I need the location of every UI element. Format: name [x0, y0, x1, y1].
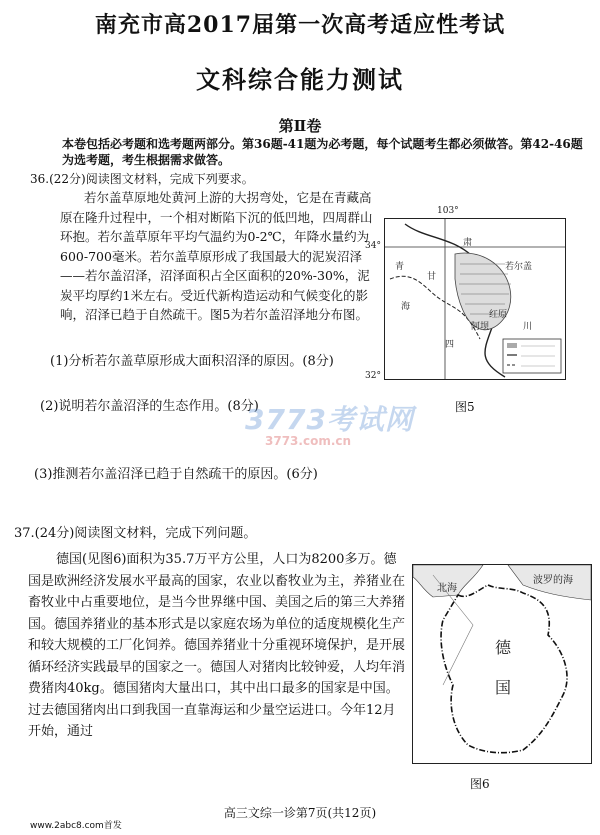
q36-part-2: (2)说明若尔盖沼泽的生态作用。(8分) — [40, 399, 259, 414]
figure-6-graphic — [413, 565, 591, 763]
instructions: 本卷包括必考题和选考题两部分。第36题-41题为必考题，每个试题考生都必须做答。第42-46题为选考题，考生根据需求做答。 — [62, 137, 583, 167]
fig5-label-su: 肃 — [463, 238, 473, 248]
section-title: 第Ⅱ卷 — [278, 117, 322, 135]
fig5-label-si: 四 — [445, 340, 455, 350]
fig5-label-ruoergai: 若尔盖 — [505, 262, 533, 272]
q37-heading: 37.(24分)阅读图文材料，完成下列问题。 — [14, 526, 257, 541]
fig5-label-hai: 海 — [401, 302, 411, 312]
watermark-url: 3773.com.cn — [265, 434, 352, 448]
q36-part-1: (1)分析若尔盖草原形成大面积沼泽的原因。(8分) — [50, 354, 334, 369]
fig5-longitude: 103° — [437, 206, 459, 216]
watermark-brand: 3773考试网 — [245, 403, 414, 436]
figure-6-caption: 图6 — [470, 777, 490, 791]
fig6-label-north-sea: 北海 — [437, 583, 457, 594]
fig5-latitude-bottom: 32° — [365, 371, 381, 381]
fig6-label-de: 德 — [495, 638, 512, 657]
fig5-label-qing: 青 — [395, 262, 405, 272]
figure-5-map — [365, 206, 566, 381]
fig5-label-gan: 甘 — [427, 272, 437, 282]
exam-title: 南充市高2017届第一次高考适应性考试 — [94, 12, 506, 38]
figure-5-graphic — [385, 219, 565, 379]
q36-heading: 36.(22分)阅读图文材料，完成下列要求。 — [30, 172, 254, 186]
exam-subtitle: 文科综合能力测试 — [196, 65, 404, 94]
fig5-label-aba: 阿坝 — [471, 322, 490, 332]
q36-part-3: (3)推测若尔盖沼泽已趋于自然疏干的原因。(6分) — [34, 467, 318, 482]
source-site: www.2abc8.com首发 — [30, 821, 122, 831]
page-footer: 高三文综一诊第7页(共12页) — [223, 806, 377, 820]
fig6-label-baltic-sea: 波罗的海 — [533, 575, 573, 586]
q37-passage: 德国(见图6)面积为35.7万平方公里，人口为8200多万。德国是欧洲经济发展水平最高的国家，农业以畜牧业为主，养猪业在畜牧业中占重要地位，是当今世界继中国、美国之后的第三大养猪国。德国养猪业的基本形式是以家庭农场为单位的适度规模化生产和较大规模的工厂化饲养。德国养猪业十分重视环境保护，是开展循环经济实践最早的国家之一。德国人对猪肉比较钟爱，人均年消费猪肉40kg。德国猪肉大量出口，其中出口最多的国家是中国。过去德国猪肉出口到我国一直靠海运和少量空运进口。今年12月开始，通过 — [28, 552, 406, 739]
legend-swatch-1 — [507, 343, 517, 348]
germany-border — [441, 585, 567, 753]
fig5-label-hongyuan: 红原 — [489, 310, 508, 320]
figure-6-map — [412, 564, 592, 764]
fig5-latitude-top: 34° — [365, 241, 381, 251]
figure-5-caption: 图5 — [455, 400, 475, 414]
fig6-label-guo: 国 — [495, 678, 512, 697]
q36-passage: 若尔盖草原地处黄河上游的大拐弯处，它是在青藏高原在隆升过程中，一个相对断陷下沉的低凹地，四周群山环抱。若尔盖草原年平均气温约为0-2℃，年降水量约为600-700毫米。若尔盖草原形成了我国最大的泥炭沼泽——若尔盖沼泽，沼泽面积占全区面积的20%-30%，泥炭平均厚约1米左右。受近代新构造运动和气候变化的影响，沼泽已趋于自然疏干。图5为若尔盖沼泽地分布图。 — [60, 190, 373, 322]
fig5-label-chuan: 川 — [523, 322, 533, 332]
